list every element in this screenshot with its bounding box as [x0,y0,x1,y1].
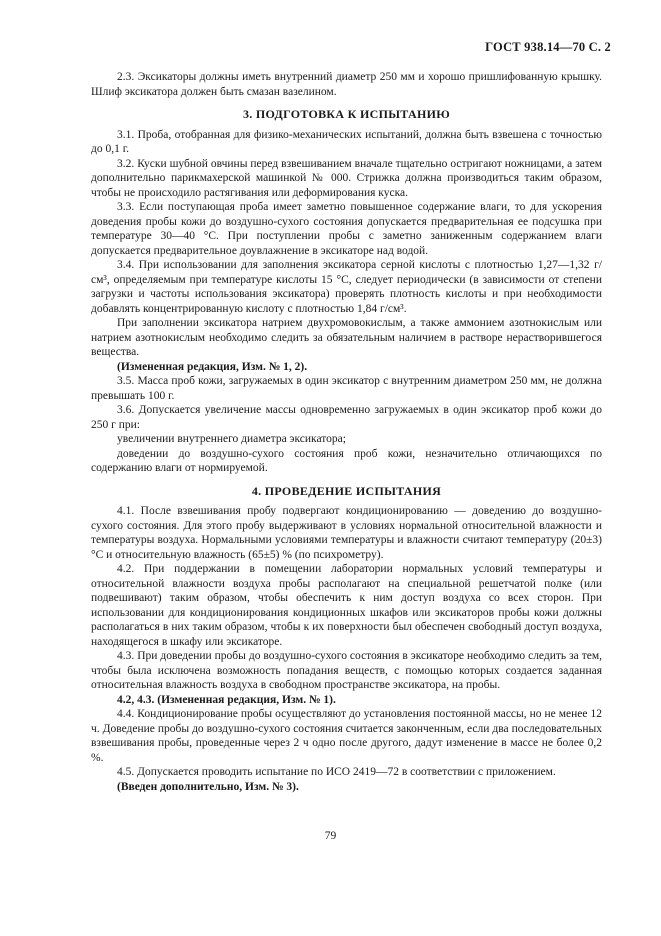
page-header: ГОСТ 938.14—70 С. 2 [485,40,611,54]
section-heading: 4. ПРОВЕДЕНИЕ ИСПЫТАНИЯ [251,483,442,498]
paragraph: доведении до воздушно-сухого состояния проб кожи, незначительно отличающихся по содержанию влаги от нормируемой. [91,447,602,474]
paragraph: 3.1. Проба, отобранная для физико-механических испытаний, должна быть взвешена с точностью до 0,1 г. [91,128,602,155]
amendment-note: 4.2, 4.3. (Измененная редакция, Изм. № 1). [117,693,336,706]
paragraph: 2.3. Эксикаторы должны иметь внутренний диаметр 250 мм и хорошо пришлифованную крышку. Шлиф эксикатора должен быть смазан вазелином. [91,71,602,98]
section-heading: 3. ПОДГОТОВКА К ИСПЫТАНИЮ [242,107,451,121]
paragraph: 3.5. Масса проб кожи, загружаемых в один эксикатор с внутренним диаметром 250 мм, не должна превышать 100 г. [91,375,602,402]
page-number: 79 [324,830,337,842]
amendment-note: (Введен дополнительно, Изм. № 3). [117,780,299,793]
paragraph: 4.4. Кондиционирование пробы осуществляют до установления постоянной массы, но не менее 12 ч. Доведение пробы до воздушно-сухого состояния считается законченным, если два последовательных взвешивания пробы, проведенные через 2 ч одно после другого, дадут изменение в массе не более 0,2 %. [91,708,602,764]
paragraph: 4.2. При поддержании в помещении лаборатории нормальных условий температуры и относительной влажности воздуха пробы располагают на специальной решетчатой полке (или подвешивают) таким образом, чтобы обеспечить к ним доступ воздуха со всех сторон. При использовании для кондиционирования кондиционных шкафов или эксикаторов пробы кожи должны располагаться в них таким образом, чтобы к их поверхности был обеспечен свободный доступ воздуха, находящегося в шкафу или эксикаторе. [91,563,602,648]
paragraph: 3.2. Куски шубной овчины перед взвешиванием вначале тщательно остригают ножницами, а затем дополнительно парикмахерской машинкой № 000. Стрижка должна производиться таким образом, чтобы не происходило растягивания или деформирования куска. [91,157,602,199]
paragraph: 3.4. При использовании для заполнения эксикатора серной кислоты с плотностью 1,27—1,32 г/см³, определяемым при температуре кислоты 15 °С, следует периодически (в зависимости от степени загрузки и частоты использования эксикатора) проверять плотность кислоты и при необходимости добавлять концентрированную кислоту с плотностью 1,84 г/см³. [91,259,602,315]
amendment-note: (Измененная редакция, Изм. № 1, 2). [117,360,308,373]
document-body [91,70,602,794]
paragraph: увеличении внутреннего диаметра эксикатора; [117,433,346,445]
paragraph: 3.3. Если поступающая проба имеет заметно повышенное содержание влаги, то для ускорения доведения пробы кожи до воздушно-сухого состояния допускается предварительная ее подсушка при температуре 30—40 °С. При поступлении пробы с заметно заниженным содержанием влаги допускается предварительное доувлажнение в эксикаторе над водой. [91,201,602,257]
paragraph: 4.3. При доведении пробы до воздушно-сухого состояния в эксикаторе необходимо следить за тем, чтобы была исключена возможность попадания веществ, с помощью которых создается заданная относительная влажность воздуха в свободном пространстве эксикатора, на пробы. [91,650,602,691]
paragraph: 4.5. Допускается проводить испытание по ИСО 2419—72 в соответствии с приложением. [117,766,556,778]
paragraph: 3.6. Допускается увеличение массы одновременно загружаемых в один эксикатор проб кожи до 250 г при: [91,404,602,431]
paragraph: 4.1. После взвешивания пробу подвергают кондиционированию — доведению до воздушно-сухого состояния. Для этого пробу выдерживают в условиях нормальной относительной влажности и температуры воздуха. Нормальными условиями температуры и влажности считают температуру (20±3) °С и относительную влажность (65±5) % (по психрометру). [91,505,602,561]
paragraph: При заполнении эксикатора натрием двухромовокислым, а также аммонием азотнокислым или натрием азотнокислым необходимо следить за обязательным наличием в растворе нерастворившегося вещества. [91,317,602,358]
